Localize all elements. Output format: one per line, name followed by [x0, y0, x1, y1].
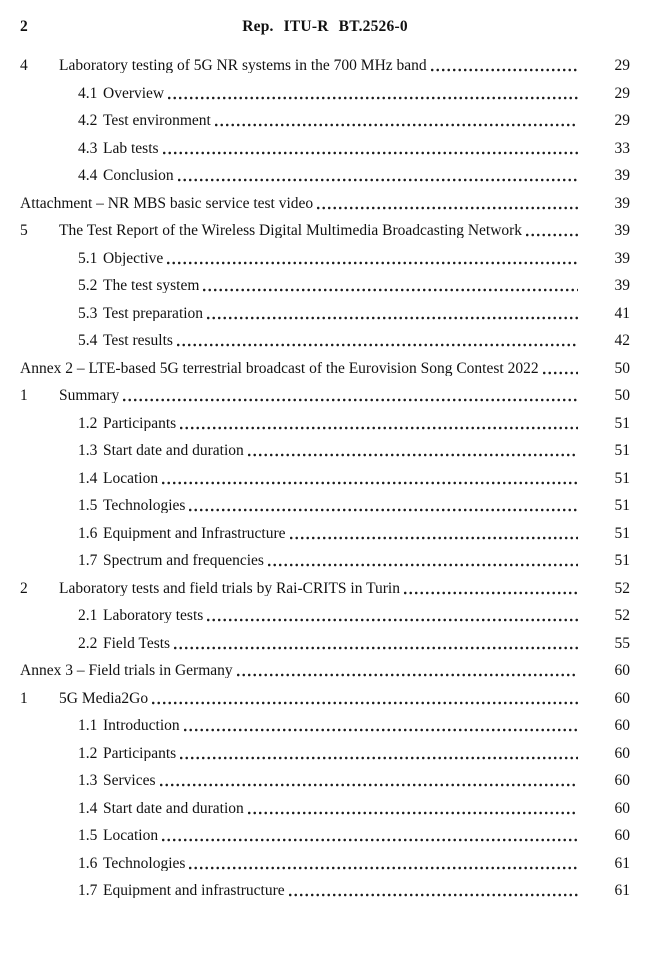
toc-entry: [20, 304, 630, 322]
toc-entry: [20, 829, 630, 843]
toc-entry-number: 5.4: [78, 332, 98, 349]
toc-entry: [20, 139, 630, 157]
toc-entry-title: Laboratory tests: [103, 609, 204, 623]
toc-entry: [20, 634, 630, 652]
toc-entry-title: Participants: [103, 416, 177, 431]
toc-entry-number: 1.3: [78, 442, 98, 459]
page-header: [20, 17, 630, 36]
toc-entry-page: 60: [614, 772, 630, 789]
toc-entry: [20, 609, 630, 623]
toc-entry-page: 60: [614, 827, 630, 844]
toc-entry: [20, 744, 630, 762]
toc-entry-page: 51: [614, 497, 630, 514]
toc-leader-dots: [215, 114, 578, 128]
toc-entry-number: 1: [20, 689, 28, 707]
toc-entry: [20, 664, 630, 678]
toc-entry-number: 1.5: [78, 827, 98, 844]
toc-entry-page: 50: [614, 359, 630, 377]
toc-leader-dots: [431, 59, 578, 73]
toc-entry-page: 29: [614, 57, 630, 74]
toc-entry-number: 1.2: [78, 414, 98, 432]
toc-entry: [20, 719, 630, 733]
toc-entry-number: 1.5: [78, 497, 98, 514]
toc-entry: [20, 279, 630, 293]
toc-leader-dots: [184, 719, 578, 733]
toc-entry-title: Start date and duration: [103, 801, 244, 816]
toc-entry: [20, 689, 630, 707]
toc-entry-title: Equipment and Infrastructure: [103, 526, 286, 541]
toc-entry-title: Conclusion: [103, 169, 174, 183]
toc-entry: [20, 84, 630, 102]
toc-leader-dots: [248, 802, 578, 816]
toc-entry: [20, 359, 630, 377]
toc-entry-title: Overview: [103, 86, 165, 101]
toc-entry-title: Technologies: [103, 499, 186, 513]
toc-leader-dots: [167, 252, 578, 266]
toc-leader-dots: [123, 389, 578, 403]
toc-entry-title: Test results: [103, 334, 173, 348]
toc-entry-title: The Test Report of the Wireless Digital Multimedia Broadcasting Network: [59, 224, 523, 238]
toc-entry: [20, 799, 630, 817]
toc-entry-page: 29: [614, 112, 630, 129]
toc-leader-dots: [189, 857, 578, 871]
toc-entry-page: 60: [614, 662, 630, 679]
toc-leader-dots: [180, 747, 578, 761]
toc-entry-title: Participants: [103, 746, 177, 761]
toc-entry-page: 60: [614, 689, 630, 707]
toc-leader-dots: [207, 609, 578, 623]
toc-entry-title: Test preparation: [103, 306, 204, 321]
toc-entry: [20, 774, 630, 788]
toc-entry: [20, 524, 630, 542]
toc-leader-dots: [163, 142, 578, 156]
toc-entry: [20, 249, 630, 267]
toc-entry: [20, 884, 630, 898]
toc-entry-page: 52: [614, 579, 630, 597]
toc-entry-number: 1.6: [78, 854, 98, 872]
toc-entry: [20, 224, 630, 238]
toc-entry-page: 39: [614, 167, 630, 184]
toc-entry-page: 51: [614, 469, 630, 487]
document-title: Rep. ITU-R BT.2526-0: [242, 18, 408, 35]
toc-leader-dots: [160, 774, 578, 788]
toc-leader-dots: [180, 417, 578, 431]
toc-leader-dots: [162, 472, 578, 486]
toc-entry-number: 1.4: [78, 799, 98, 817]
table-of-contents: [20, 59, 630, 898]
toc-entry-number: 5: [20, 222, 28, 239]
toc-entry-title: Technologies: [103, 856, 186, 871]
toc-entry-page: 60: [614, 799, 630, 817]
toc-entry-title: 5G Media2Go: [59, 691, 149, 706]
toc-entry-page: 51: [614, 442, 630, 459]
toc-entry-title: Summary: [59, 389, 120, 403]
toc-entry-title: Annex 3 – Field trials in Germany: [20, 664, 233, 678]
toc-entry: [20, 554, 630, 568]
toc-entry-page: 39: [614, 249, 630, 267]
toc-leader-dots: [178, 169, 578, 183]
toc-entry-title: Services: [103, 774, 156, 788]
toc-entry-page: 42: [614, 332, 630, 349]
toc-entry-number: 5.3: [78, 304, 98, 322]
toc-leader-dots: [152, 692, 578, 706]
toc-entry-page: 60: [614, 744, 630, 762]
toc-entry-title: Laboratory tests and field trials by Rai-CRITS in Turin: [59, 581, 400, 596]
toc-leader-dots: [526, 224, 578, 238]
toc-entry-title: Attachment – NR MBS basic service test video: [20, 196, 314, 211]
toc-entry: [20, 579, 630, 597]
toc-entry-page: 29: [614, 84, 630, 102]
toc-entry-title: Laboratory testing of 5G NR systems in the 700 MHz band: [59, 59, 427, 73]
toc-leader-dots: [162, 829, 578, 843]
toc-entry-number: 1.2: [78, 744, 98, 762]
toc-entry-title: Introduction: [103, 719, 180, 733]
toc-entry: [20, 114, 630, 128]
toc-entry-title: Location: [103, 471, 159, 486]
toc-entry-title: Lab tests: [103, 141, 159, 156]
toc-entry-number: 1: [20, 387, 28, 404]
toc-entry-page: 39: [614, 194, 630, 212]
toc-entry-page: 55: [614, 634, 630, 652]
toc-entry-title: Location: [103, 829, 159, 843]
toc-entry-number: 4.1: [78, 84, 98, 102]
toc-entry: [20, 169, 630, 183]
toc-entry-title: The test system: [103, 279, 200, 293]
toc-entry-number: 4.2: [78, 112, 98, 129]
toc-entry-page: 51: [614, 552, 630, 569]
toc-entry-number: 5.2: [78, 277, 98, 294]
toc-leader-dots: [404, 582, 578, 596]
toc-entry-number: 1.7: [78, 552, 98, 569]
toc-entry-number: 2.1: [78, 607, 98, 624]
toc-entry-number: 2: [20, 579, 28, 597]
toc-entry-page: 50: [614, 387, 630, 404]
toc-leader-dots: [317, 197, 578, 211]
toc-entry-page: 51: [614, 414, 630, 432]
toc-entry-page: 60: [614, 717, 630, 734]
toc-entry-number: 5.1: [78, 249, 98, 267]
toc-leader-dots: [289, 884, 578, 898]
toc-entry-number: 1.3: [78, 772, 98, 789]
toc-entry-page: 61: [614, 882, 630, 899]
header-page-number: 2: [20, 18, 28, 35]
toc-entry-title: Test environment: [103, 114, 211, 128]
toc-entry-page: 52: [614, 607, 630, 624]
toc-leader-dots: [177, 334, 578, 348]
toc-leader-dots: [168, 87, 578, 101]
toc-entry-number: 4.4: [78, 167, 98, 184]
toc-entry-number: 2.2: [78, 634, 98, 652]
toc-entry-number: 1.1: [78, 717, 98, 734]
toc-entry-title: Equipment and infrastructure: [103, 884, 285, 898]
toc-leader-dots: [248, 444, 578, 458]
toc-leader-dots: [207, 307, 578, 321]
toc-entry: [20, 469, 630, 487]
toc-entry-page: 39: [614, 222, 630, 239]
toc-entry-page: 41: [614, 304, 630, 322]
toc-leader-dots: [237, 664, 578, 678]
toc-leader-dots: [189, 499, 578, 513]
toc-leader-dots: [268, 554, 578, 568]
toc-entry: [20, 854, 630, 872]
toc-leader-dots: [203, 279, 578, 293]
toc-leader-dots: [543, 362, 578, 376]
toc-entry: [20, 334, 630, 348]
toc-entry-page: 39: [614, 277, 630, 294]
toc-entry-page: 61: [614, 854, 630, 872]
toc-entry-title: Annex 2 – LTE-based 5G terrestrial broadcast of the Eurovision Song Contest 2022: [20, 361, 539, 376]
toc-entry-title: Start date and duration: [103, 444, 244, 458]
toc-entry: [20, 59, 630, 73]
toc-entry-number: 4: [20, 57, 28, 74]
toc-entry: [20, 389, 630, 403]
toc-entry-number: 1.4: [78, 469, 98, 487]
toc-leader-dots: [290, 527, 579, 541]
toc-entry: [20, 414, 630, 432]
toc-entry: [20, 194, 630, 212]
toc-entry-title: Objective: [103, 251, 164, 266]
toc-entry-number: 1.7: [78, 882, 98, 899]
toc-entry-page: 51: [614, 524, 630, 542]
toc-entry: [20, 444, 630, 458]
toc-leader-dots: [174, 637, 578, 651]
toc-entry-number: 1.6: [78, 524, 98, 542]
toc-entry-title: Spectrum and frequencies: [103, 554, 264, 568]
toc-entry-number: 4.3: [78, 139, 98, 157]
toc-entry: [20, 499, 630, 513]
toc-entry-title: Field Tests: [103, 636, 171, 651]
toc-entry-page: 33: [614, 139, 630, 157]
